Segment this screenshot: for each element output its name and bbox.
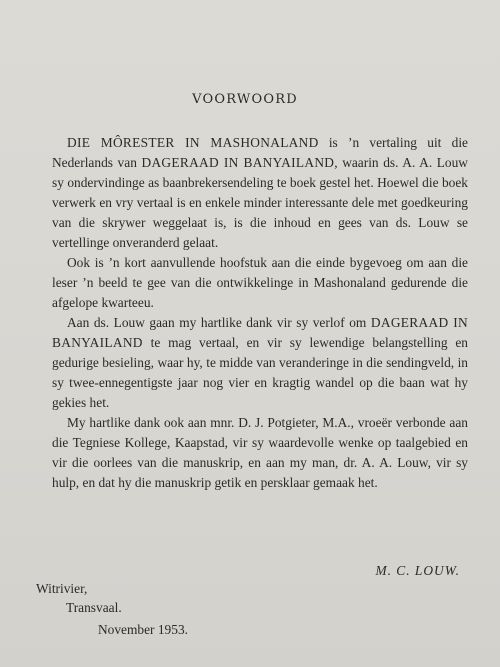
book-title-text: DIE MÔRESTER IN MASHONALAND [67,135,319,150]
author-signature: M. C. LOUW. [375,563,460,578]
paragraph-text: Aan ds. Louw gaan my hartlike dank vir sy verlof om [67,315,371,330]
paragraph-text: My hartlike dank ook aan mnr. D. J. Potgieter, M.A., vroeër verbonde aan die Tegniese Kollege, Kaapstad, vir sy waardevolle wenke op taalgebied en vir die oorlees van die manuskrip, en aan my man, dr. A. A. Louw, vir sy hulp, en dat hy die manuskrip getik en persklaar gemaak het. [52,415,468,490]
paragraph-text: , waarin ds. A. A. Louw sy ondervindinge as baanbrekersendeling te boek gestel het. Hoewel die boek verwerk en vry vertaal is en enkele minder interessante dele met goedkeuring van die skrywer weggelaat is, is die inhoud en gees van ds. Louw se vertellinge onveranderd gelaat. [52,155,468,250]
date-line: November 1953. [98,622,188,637]
paragraph-2 [52,253,468,313]
place-line-1: Witrivier, [36,581,88,596]
paragraph-1 [52,133,468,253]
original-title-text: DAGERAAD IN BANYAILAND [141,155,335,170]
paragraph-4 [52,413,468,493]
original-title-text: DAGERAAD IN BANYAILAND [52,315,468,350]
paragraph-text: te mag vertaal, en vir sy lewendige belangstelling en gedurige besieling, waar hy, te midde van veranderinge in die sendingveld, in sy twee-ennegentigste jaar nog vier en kragtig wandel op die baan wat hy gekies het. [52,335,468,410]
paragraph-text: is ’n vertaling uit die Nederlands van [52,135,468,170]
page-title: VOORWOORD [192,92,298,107]
paragraph-text: Ook is ’n kort aanvullende hoofstuk aan die einde bygevoeg om aan die leser ’n beeld te gee van die ontwikkelinge in Mashonaland gedurende die afgelope kwarteeu. [52,255,468,310]
paragraph-3 [52,313,468,413]
preface-body [52,133,468,493]
place-line-2: Transvaal. [66,600,122,615]
